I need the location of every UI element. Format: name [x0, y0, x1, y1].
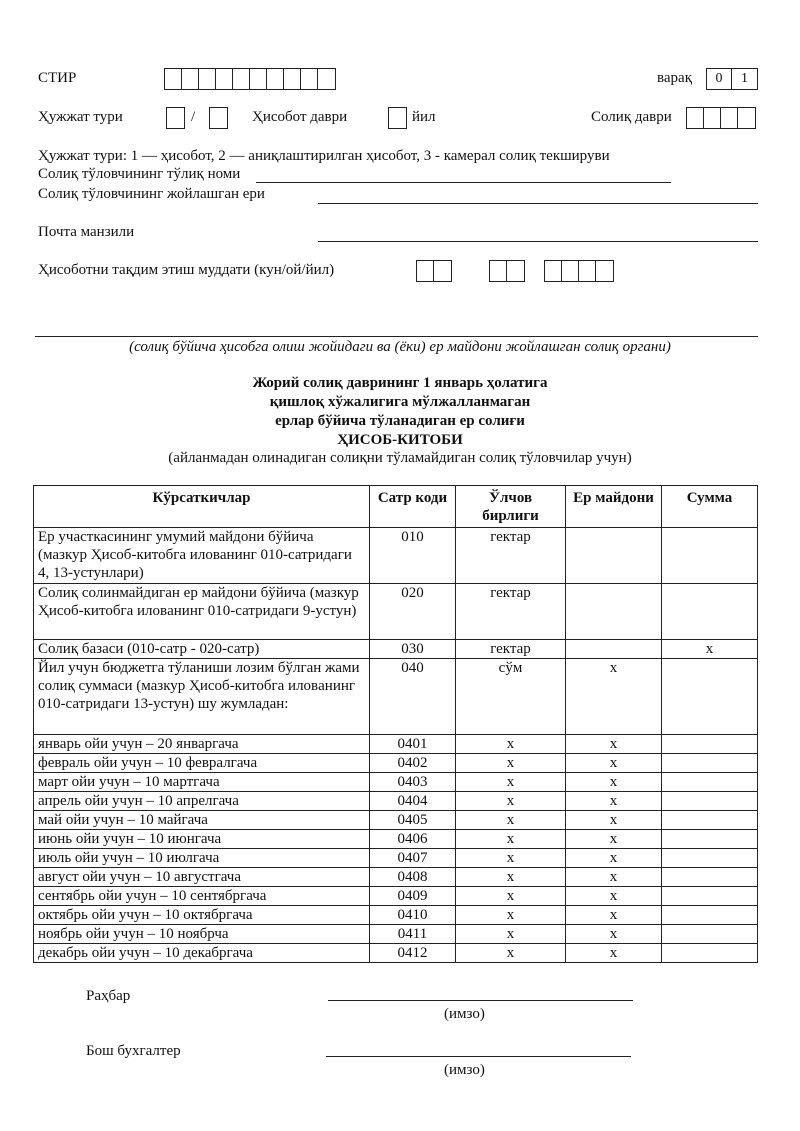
- digit-cell[interactable]: [579, 261, 596, 281]
- land-area-cell: x: [566, 944, 662, 963]
- indicator-cell: Ер участкасининг умумий майдони бўйича (мазкур Ҳисоб-китобга иловaнинг 010-сатридаги 4, 13-устунлари): [34, 528, 370, 584]
- land-area-cell: x: [566, 792, 662, 811]
- line-code-cell: 0409: [370, 887, 456, 906]
- digit-cell[interactable]: [490, 261, 507, 281]
- digit-cell[interactable]: [250, 69, 267, 89]
- line-code-cell: 030: [370, 640, 456, 659]
- digit-cell[interactable]: [738, 108, 755, 128]
- year-label: йил: [412, 109, 436, 125]
- digit-cell[interactable]: [507, 261, 524, 281]
- sum-cell[interactable]: [662, 811, 758, 830]
- digit-cell[interactable]: [687, 108, 704, 128]
- digit-cell[interactable]: 1: [741, 71, 748, 86]
- digit-cell[interactable]: [721, 108, 738, 128]
- indicator-cell: март ойи учун – 10 мартгача: [34, 773, 370, 792]
- title-line-3: ерлар бўйича тўланадиган ер солиғи: [275, 413, 525, 429]
- indicator-cell: Солиқ базаси (010-сатр - 020-сатр): [34, 640, 370, 659]
- unit-cell: x: [456, 792, 566, 811]
- digit-cell[interactable]: [704, 108, 721, 128]
- unit-cell: x: [456, 811, 566, 830]
- table-row: [34, 868, 758, 887]
- unit-cell: x: [456, 773, 566, 792]
- indicator-cell: октябрь ойи учун – 10 октябргача: [34, 906, 370, 925]
- sum-cell[interactable]: [662, 584, 758, 640]
- tax-period-label: Солиқ даври: [591, 109, 672, 125]
- digit-cell[interactable]: [199, 69, 216, 89]
- sum-cell[interactable]: [662, 944, 758, 963]
- table-row: [34, 792, 758, 811]
- unit-cell: сўм: [456, 659, 566, 735]
- table-row: [34, 849, 758, 868]
- land-area-cell[interactable]: [566, 584, 662, 640]
- table-row: [34, 906, 758, 925]
- sum-cell[interactable]: [662, 659, 758, 735]
- line-code-cell: 0402: [370, 754, 456, 773]
- sum-cell[interactable]: [662, 925, 758, 944]
- indicator-cell: ноябрь ойи учун – 10 ноябрча: [34, 925, 370, 944]
- sum-cell[interactable]: [662, 906, 758, 925]
- doc-type-input-1[interactable]: [166, 107, 185, 129]
- line-code-cell: 0412: [370, 944, 456, 963]
- sum-cell[interactable]: [662, 773, 758, 792]
- line-code-cell: 0404: [370, 792, 456, 811]
- table-header-row: [34, 486, 758, 528]
- line-code-cell: 0403: [370, 773, 456, 792]
- digit-cell[interactable]: [182, 69, 199, 89]
- line-code-cell: 010: [370, 528, 456, 584]
- indicator-cell: Йил учун бюджетга тўланиши лозим бўлган жами солиқ суммаси (мазкур Ҳисоб-китобга иловaнинг 010-сатридаги 13-устун) шу жумладан:: [34, 659, 370, 735]
- indicator-cell: декабрь ойи учун – 10 декабргача: [34, 944, 370, 963]
- sum-cell[interactable]: [662, 849, 758, 868]
- head-signature-line[interactable]: [328, 1000, 633, 1001]
- table-row: [34, 754, 758, 773]
- line-code-cell: 020: [370, 584, 456, 640]
- unit-cell: x: [456, 868, 566, 887]
- digit-cell[interactable]: [301, 69, 318, 89]
- header-sum: Сумма: [662, 486, 758, 528]
- payer-location-input[interactable]: [318, 203, 758, 204]
- tax-authority-caption: (солиқ бўйича ҳисобга олиш жойидаги ва (ёки) ер майдони жойлашган солиқ органи): [129, 339, 671, 355]
- sum-cell[interactable]: [662, 735, 758, 754]
- payer-name-label: Солиқ тўловчининг тўлиқ номи: [38, 166, 241, 182]
- unit-cell: x: [456, 887, 566, 906]
- unit-cell: x: [456, 944, 566, 963]
- indicator-cell: июль ойи учун – 10 июлгача: [34, 849, 370, 868]
- land-area-cell: x: [566, 849, 662, 868]
- table-row: [34, 925, 758, 944]
- sum-cell[interactable]: [662, 830, 758, 849]
- payer-name-input[interactable]: [256, 182, 671, 183]
- indicator-cell: апрель ойи учун – 10 апрелгача: [34, 792, 370, 811]
- tax-period-input[interactable]: [686, 107, 756, 129]
- sum-cell[interactable]: [662, 754, 758, 773]
- land-area-cell: x: [566, 906, 662, 925]
- table-row: [34, 811, 758, 830]
- sum-cell[interactable]: [662, 868, 758, 887]
- digit-cell[interactable]: [216, 69, 233, 89]
- doc-type-note: Ҳужжат тури: 1 — ҳисобот, 2 — аниқлаштирилган ҳисобот, 3 - камерал солиқ текшируви: [38, 148, 610, 164]
- digit-cell[interactable]: [284, 69, 301, 89]
- period-input[interactable]: [388, 107, 407, 129]
- digit-cell[interactable]: [167, 108, 184, 128]
- line-code-cell: 040: [370, 659, 456, 735]
- land-area-cell: x: [566, 868, 662, 887]
- unit-cell: x: [456, 849, 566, 868]
- doc-type-label: Ҳужжат тури: [38, 109, 123, 125]
- indicator-cell: Солиқ солинмайдиган ер майдони бўйича (мазкур Ҳисоб-китобга иловaнинг 010-сатридаги 9-устун): [34, 584, 370, 640]
- digit-cell[interactable]: [210, 108, 227, 128]
- digit-cell[interactable]: [596, 261, 613, 281]
- line-code-cell: 0411: [370, 925, 456, 944]
- land-area-cell: x: [566, 659, 662, 735]
- digit-cell[interactable]: [389, 108, 406, 128]
- line-code-cell: 0407: [370, 849, 456, 868]
- tax-authority-input[interactable]: [35, 336, 758, 337]
- submission-year-input[interactable]: [544, 260, 614, 282]
- table-row: [34, 773, 758, 792]
- unit-cell: x: [456, 735, 566, 754]
- sum-cell[interactable]: [662, 792, 758, 811]
- table-row: [34, 528, 758, 584]
- sum-cell[interactable]: [662, 887, 758, 906]
- header-line-code: Сатр коди: [370, 486, 456, 528]
- land-area-cell: x: [566, 887, 662, 906]
- land-area-cell: x: [566, 754, 662, 773]
- title-line-1: Жорий солиқ даврининг 1 январь ҳолатига: [252, 375, 548, 391]
- header-indicators: Кўрсаткичлар: [34, 486, 370, 528]
- table-row: [34, 830, 758, 849]
- digit-cell[interactable]: [165, 69, 182, 89]
- table-row: [34, 944, 758, 963]
- accountant-signature-line[interactable]: [326, 1056, 631, 1057]
- land-area-cell: x: [566, 925, 662, 944]
- submission-day-input[interactable]: [416, 260, 452, 282]
- head-label: Раҳбар: [86, 988, 131, 1004]
- header-land-area: Ер майдони: [566, 486, 662, 528]
- digit-cell[interactable]: [267, 69, 284, 89]
- table-row: [34, 659, 758, 735]
- postal-address-label: Почта манзили: [38, 224, 135, 240]
- line-code-cell: 0401: [370, 735, 456, 754]
- sum-cell[interactable]: [662, 528, 758, 584]
- indicator-cell: май ойи учун – 10 майгача: [34, 811, 370, 830]
- land-area-cell[interactable]: [566, 528, 662, 584]
- doc-type-separator: /: [191, 109, 196, 125]
- line-code-cell: 0406: [370, 830, 456, 849]
- period-label: Ҳисобот даври: [252, 109, 348, 125]
- digit-cell[interactable]: [318, 69, 335, 89]
- unit-cell: x: [456, 906, 566, 925]
- digit-cell[interactable]: 0: [707, 69, 732, 89]
- land-area-cell: x: [566, 811, 662, 830]
- land-area-cell: x: [566, 830, 662, 849]
- digit-cell[interactable]: [545, 261, 562, 281]
- submission-date-label: Ҳисоботни тақдим этиш муддати (кун/ой/йил): [38, 262, 335, 278]
- calculation-table: [33, 485, 758, 963]
- indicator-cell: февраль ойи учун – 10 февралгача: [34, 754, 370, 773]
- stir-input[interactable]: [164, 68, 336, 90]
- title-line-2: қишлоқ хўжалигига мўлжалланмаган: [269, 394, 531, 410]
- table-row: [34, 640, 758, 659]
- table-row: [34, 735, 758, 754]
- unit-cell: гектар: [456, 528, 566, 584]
- digit-cell[interactable]: [434, 261, 451, 281]
- submission-month-input[interactable]: [489, 260, 525, 282]
- table-row: [34, 584, 758, 640]
- head-sign-caption: (имзо): [444, 1006, 485, 1022]
- line-code-cell: 0408: [370, 868, 456, 887]
- line-code-cell: 0405: [370, 811, 456, 830]
- land-area-cell[interactable]: [566, 640, 662, 659]
- unit-cell: гектар: [456, 640, 566, 659]
- sheet-label: варақ: [657, 70, 692, 86]
- unit-cell: x: [456, 754, 566, 773]
- accountant-sign-caption: (имзо): [444, 1062, 485, 1078]
- indicator-cell: сентябрь ойи учун – 10 сентябргача: [34, 887, 370, 906]
- stir-label: СТИР: [38, 70, 77, 86]
- land-area-cell: x: [566, 773, 662, 792]
- unit-cell: гектар: [456, 584, 566, 640]
- sheet-number-input[interactable]: [706, 68, 758, 90]
- unit-cell: x: [456, 830, 566, 849]
- sum-cell: x: [662, 640, 758, 659]
- payer-location-label: Солиқ тўловчининг жойлашган ери: [38, 186, 265, 202]
- title-line-4: ҲИСОБ-КИТОБИ: [337, 432, 463, 448]
- indicator-cell: август ойи учун – 10 августгача: [34, 868, 370, 887]
- digit-cell[interactable]: [562, 261, 579, 281]
- header-unit: Ўлчов бирлиги: [456, 486, 566, 528]
- unit-cell: x: [456, 925, 566, 944]
- indicator-cell: июнь ойи учун – 10 июнгача: [34, 830, 370, 849]
- table-row: [34, 887, 758, 906]
- doc-type-input-2[interactable]: [209, 107, 228, 129]
- title-subtitle: (айланмадан олинадиган солиқни тўламайдиган солиқ тўловчилар учун): [168, 450, 632, 466]
- line-code-cell: 0410: [370, 906, 456, 925]
- accountant-label: Бош бухгалтер: [86, 1043, 181, 1059]
- postal-address-input[interactable]: [318, 241, 758, 242]
- indicator-cell: январь ойи учун – 20 январгача: [34, 735, 370, 754]
- digit-cell[interactable]: [233, 69, 250, 89]
- land-area-cell: x: [566, 735, 662, 754]
- digit-cell[interactable]: [417, 261, 434, 281]
